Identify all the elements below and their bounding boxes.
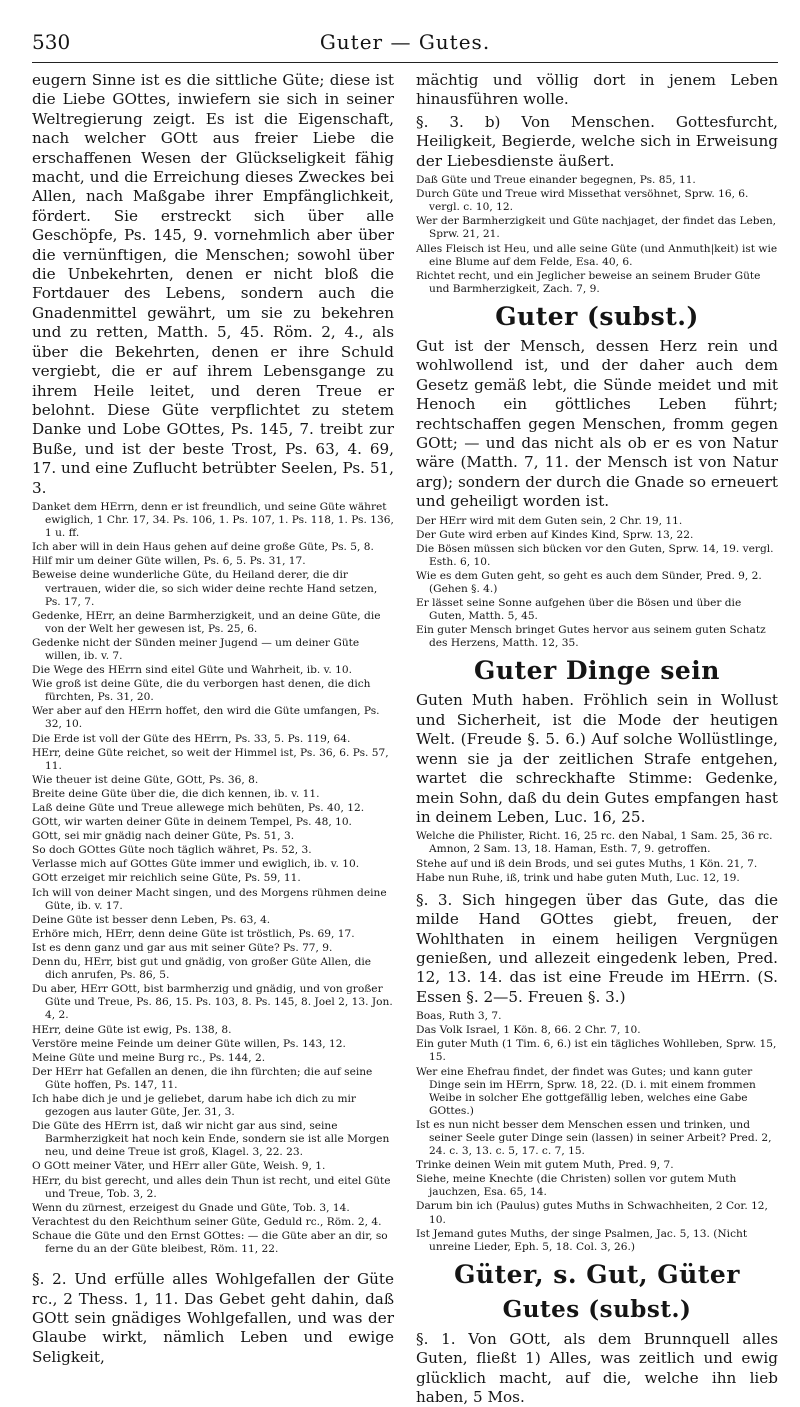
citation: GOtt, sei mir gnädig nach deiner Güte, Ps. 51, 3.: [32, 830, 295, 843]
paragraph: §. 1. Von GOtt, als dem Brunnquell alles Guten, fließt 1) Alles, was zeitlich und ewig glücklich macht, auf die, welche ihn lieb haben, 5 Mos.: [416, 1329, 778, 1407]
citation: Breite deine Güte über die, die dich kennen, ib. v. 11.: [32, 787, 320, 800]
citation: GOtt, wir warten deiner Güte in deinem Tempel, Ps. 48, 10.: [32, 816, 352, 829]
citation: Verstöre meine Feinde um deiner Güte willen, Ps. 143, 12.: [32, 1037, 346, 1050]
citation: Verlasse mich auf GOttes Güte immer und ewiglich, ib. v. 10.: [32, 858, 360, 871]
citation-list: [416, 515, 778, 651]
citation: Trinke deinen Wein mit gutem Muth, Pred. 9, 7.: [416, 1159, 674, 1172]
citation: Wer eine Ehefrau findet, der findet was Gutes; und kann guter Dinge sein im HErrn, Sprw. 18, 22. (D. i. mit einem frommen Weibe in solcher Ehe gottgefällig leben, welches eine Gabe GOttes.): [416, 1065, 756, 1117]
citation: Wer aber auf den HErrn hoffet, den wird die Güte umfangen, Ps. 32, 10.: [32, 705, 380, 731]
paragraph: §. 3. b) Von Menschen. Gottesfurcht, Heiligkeit, Begierde, welche sich in Erweisung der Liebesdienste äußert.: [416, 112, 778, 170]
citation-list: [32, 501, 394, 1256]
citation: Ist es nun nicht besser dem Menschen essen und trinken, und seiner Seele guter Dinge sein (lassen) in seiner Arbeit? Pred. 2, 24. c. 3, 13. c. 5, 17. c. 7, 15.: [416, 1118, 772, 1158]
citation: Gedenke nicht der Sünden meiner Jugend — um deiner Güte willen, ib. v. 7.: [32, 636, 360, 662]
citation: HErr, du bist gerecht, und alles dein Thun ist recht, und eitel Güte und Treue, Tob. 3, 2.: [32, 1174, 391, 1200]
citation: Schaue die Güte und den Ernst GOttes: — die Güte aber an dir, so ferne du an der Güte bleibest, Röm. 11, 22.: [32, 1229, 388, 1255]
citation: Stehe auf und iß dein Brods, und sei gutes Muths, 1 Kön. 21, 7.: [416, 857, 758, 870]
entry-heading: Guter Dinge sein: [474, 656, 720, 686]
citation: Darum bin ich (Paulus) gutes Muths in Schwachheiten, 2 Cor. 12, 10.: [416, 1200, 768, 1226]
citation: Das Volk Israel, 1 Kön. 8, 66. 2 Chr. 7, 10.: [416, 1024, 641, 1037]
citation: Laß deine Güte und Treue allewege mich behüten, Ps. 40, 12.: [32, 802, 365, 814]
entry-heading: Gutes (subst.): [502, 1295, 692, 1323]
citation: HErr, deine Güte ist ewig, Ps. 138, 8.: [32, 1023, 232, 1036]
paragraph: Guten Muth haben. Fröhlich sein in Wollust und Sicherheit, ist die Mode der heutigen Welt. (Freude §. 5. 6.) Auf solche Wollüstlinge, wenn sie ja der zeitlichen Strafe entgehen, wartet die schreckhafte Stimme: Gedenke, mein Sohn, daß du dein Gutes empfangen hast in deinem Leben, Luc. 16, 25.: [416, 691, 778, 826]
citation: Der Gute wird erben auf Kindes Kind, Sprw. 13, 22.: [416, 528, 694, 541]
citation: Ist Jemand gutes Muths, der singe Psalmen, Jac. 5, 13. (Nicht unreine Lieder, Eph. 5, 18. Col. 3, 26.): [416, 1227, 748, 1253]
entry-heading: Guter (subst.): [495, 301, 699, 331]
citation: Der HErr hat Gefallen an denen, die ihn fürchten; die auf seine Güte hoffen, Ps. 147, 11.: [32, 1065, 373, 1091]
citation: Siehe, meine Knechte (die Christen) sollen vor gutem Muth jauchzen, Esa. 65, 14.: [416, 1173, 737, 1199]
citation: Ein guter Mensch bringet Gutes hervor aus seinem guten Schatz des Herzens, Matth. 12, 35.: [416, 624, 766, 650]
citation: Ein guter Muth (1 Tim. 6, 6.) ist ein tägliches Wohlleben, Sprw. 15, 15.: [416, 1038, 777, 1064]
citation: Die Bösen müssen sich bücken vor den Guten, Sprw. 14, 19. vergl. Esth. 6, 10.: [416, 542, 774, 568]
citation-list: [416, 174, 778, 296]
citation: Boas, Ruth 3, 7.: [416, 1010, 502, 1023]
citation: Der HErr wird mit dem Guten sein, 2 Chr. 19, 11.: [416, 514, 683, 527]
right-column: [416, 71, 778, 1407]
left-column: [32, 71, 394, 1366]
citation: Gedenke, HErr, an deine Barmherzigkeit, und an deine Güte, die von der Welt her gewesen ist, Ps. 25, 6.: [32, 609, 381, 635]
citation: Er lässet seine Sonne aufgehen über die Bösen und über die Guten, Matth. 5, 45.: [416, 597, 742, 623]
paragraph: §. 2. Und erfülle alles Wohlgefallen der Güte rc., 2 Thess. 1, 11. Das Gebet geht dahin, daß GOtt sein gnädiges Wohlgefallen, und was der Glaube wirkt, nämlich Leben und ewige Seligkeit,: [32, 1270, 394, 1366]
citation-list: [416, 1010, 778, 1254]
citation: Verachtest du den Reichthum seiner Güte, Geduld rc., Röm. 2, 4.: [32, 1215, 382, 1228]
citation: Wie groß ist deine Güte, die du verborgen hast denen, die dich fürchten, Ps. 31, 20.: [32, 678, 371, 704]
citation: Beweise deine wunderliche Güte, du Heiland derer, die dir vertrauen, wider die, so sich wider deine rechte Hand setzen, Ps. 17, 7.: [32, 569, 378, 608]
citation: Ich habe dich je und je geliebet, darum habe ich dich zu mir gezogen aus lauter Güte, Jer. 31, 3.: [32, 1092, 356, 1119]
paragraph: §. 3. Sich hingegen über das Gute, das die milde Hand GOttes giebt, freuen, der Wohlthaten in einem heiligen Vergnügen genießen, und allezeit eingedenk leben, Pred. 12, 13. 14. das ist eine Freude im HErrn. (S. Essen §. 2—5. Freuen §. 3.): [416, 890, 778, 1006]
citation: Wie es dem Guten geht, so geht es auch dem Sünder, Pred. 9, 2. (Gehen §. 4.): [416, 569, 762, 595]
page-number: 530: [32, 30, 71, 54]
citation: Erhöre mich, HErr, denn deine Güte ist tröstlich, Ps. 69, 17.: [32, 927, 355, 940]
citation: Alles Fleisch ist Heu, und alle seine Güte (und Anmuth|keit) ist wie eine Blume auf dem Felde, Esa. 40, 6.: [416, 242, 778, 268]
citation: Hilf mir um deiner Güte willen, Ps. 6, 5. Ps. 31, 17.: [32, 555, 306, 568]
page-header: [32, 28, 778, 63]
citation: Die Erde ist voll der Güte des HErrn, Ps. 33, 5. Ps. 119, 64.: [32, 732, 351, 745]
entry-heading: Güter, s. Gut, Güter: [454, 1259, 740, 1289]
citation: Welche die Philister, Richt. 16, 25 rc. den Nabal, 1 Sam. 25, 36 rc. Amnon, 2 Sam. 13, 18. Haman, Esth. 7, 9. getroffen.: [416, 830, 773, 856]
citation: Deine Güte ist besser denn Leben, Ps. 63, 4.: [32, 913, 271, 926]
citation: O GOtt meiner Väter, und HErr aller Güte, Weish. 9, 1.: [32, 1160, 326, 1173]
paragraph: mächtig und völlig dort in jenem Leben hinausführen wolle.: [416, 71, 778, 109]
citation: Habe nun Ruhe, iß, trink und habe guten Muth, Luc. 12, 19.: [416, 871, 740, 884]
paragraph: Gut ist der Mensch, dessen Herz rein und wohlwollend ist, und der daher auch dem Gesetz gemäß lebt, die Sünde meidet und mit Henoch ein göttliches Leben führt; rechtschaffen gegen Menschen, fromm gegen GOtt; — und das nicht als ob er es von Natur wäre (Matth. 7, 11. der Mensch ist von Natur arg); sondern der durch die Gnade so erneuert und geheiligt worden ist.: [416, 336, 778, 511]
citation: Richtet recht, und ein Jeglicher beweise an seinem Bruder Güte und Barmherzigkeit, Zach. 7, 9.: [416, 269, 761, 295]
citation: HErr, deine Güte reichet, so weit der Himmel ist, Ps. 36, 6. Ps. 57, 11.: [32, 746, 389, 772]
citation: Ist es denn ganz und gar aus mit seiner Güte? Ps. 77, 9.: [32, 941, 333, 954]
citation: Wer der Barmherzigkeit und Güte nachjaget, der findet das Leben, Sprw. 21, 21.: [416, 215, 777, 241]
citation: Durch Güte und Treue wird Missethat versöhnet, Sprw. 16, 6. vergl. c. 10, 12.: [416, 188, 749, 214]
citation: Die Wege des HErrn sind eitel Güte und Wahrheit, ib. v. 10.: [32, 664, 352, 677]
citation: GOtt erzeiget mir reichlich seine Güte, Ps. 59, 11.: [32, 872, 301, 885]
citation-list: [416, 830, 778, 884]
citation: Ich aber will in dein Haus gehen auf deine große Güte, Ps. 5, 8.: [32, 541, 374, 554]
citation: Du aber, HErr GOtt, bist barmherzig und gnädig, und von großer Güte und Treue, Ps. 86, 15. Ps. 103, 8. Ps. 145, 8. Joel 2, 13. Jon. 4, 2.: [32, 983, 393, 1022]
citation: Die Güte des HErrn ist, daß wir nicht gar aus sind, seine Barmherzigkeit hat noch kein Ende, sondern sie ist alle Morgen neu, und deine Treue ist groß, Klagel. 3, 22. 23.: [32, 1120, 390, 1159]
citation: Wenn du zürnest, erzeigest du Gnade und Güte, Tob. 3, 14.: [32, 1201, 350, 1214]
citation: Wie theuer ist deine Güte, GOtt, Ps. 36, 8.: [32, 773, 259, 786]
citation: Ich will von deiner Macht singen, und des Morgens rühmen deine Güte, ib. v. 17.: [32, 886, 387, 912]
running-title: Guter — Gutes.: [319, 30, 491, 54]
two-column-body: [32, 71, 778, 1407]
citation: So doch GOttes Güte noch täglich währet, Ps. 52, 3.: [32, 844, 312, 857]
citation: Denn du, HErr, bist gut und gnädig, von großer Güte Allen, die dich anrufen, Ps. 86, 5.: [32, 956, 372, 982]
citation: Daß Güte und Treue einander begegnen, Ps. 85, 11.: [416, 174, 696, 187]
paragraph: eugern Sinne ist es die sittliche Güte; diese ist die Liebe GOttes, inwiefern sie sich in seiner Weltregierung zeigt. Es ist die Eigenschaft, nach welcher GOtt aus freier Liebe die erschaffenen Wesen der Glückseligkeit fähig macht, und die Erreichung dieses Zweckes bei Allen, nach Maßgabe ihrer Empfänglichkeit, fördert. Sie erstreckt sich über alle Geschöpfe, Ps. 145, 9. vornehmlich aber über die vernünftigen, die Menschen; sowohl über die Unbekehrten, denen er nicht bloß die Fortdauer des Lebens, sondern auch die Gnadenmittel gewährt, um sie zu bekehren und zu retten, Matth. 5, 45. Röm. 2, 4., als über die Bekehrten, denen er ihre Schuld vergiebt, die er auf ihrem Lebensgange zu ihrem Heile leitet, und deren Treue er belohnt. Diese Güte verpflichtet zu stetem Danke und Lobe GOttes, Ps. 145, 7. treibt zur Buße, und ist der beste Trost, Ps. 63, 4. 69, 17. und eine Zuflucht betrübter Seelen, Ps. 51, 3.: [32, 71, 394, 497]
citation: Meine Güte und meine Burg rc., Ps. 144, 2.: [32, 1051, 266, 1064]
citation: Danket dem HErrn, denn er ist freundlich, und seine Güte währet ewiglich, 1 Chr. 17, 34. Ps. 106, 1. Ps. 107, 1. Ps. 118, 1. Ps. 136, 1 u. ff.: [32, 500, 394, 540]
